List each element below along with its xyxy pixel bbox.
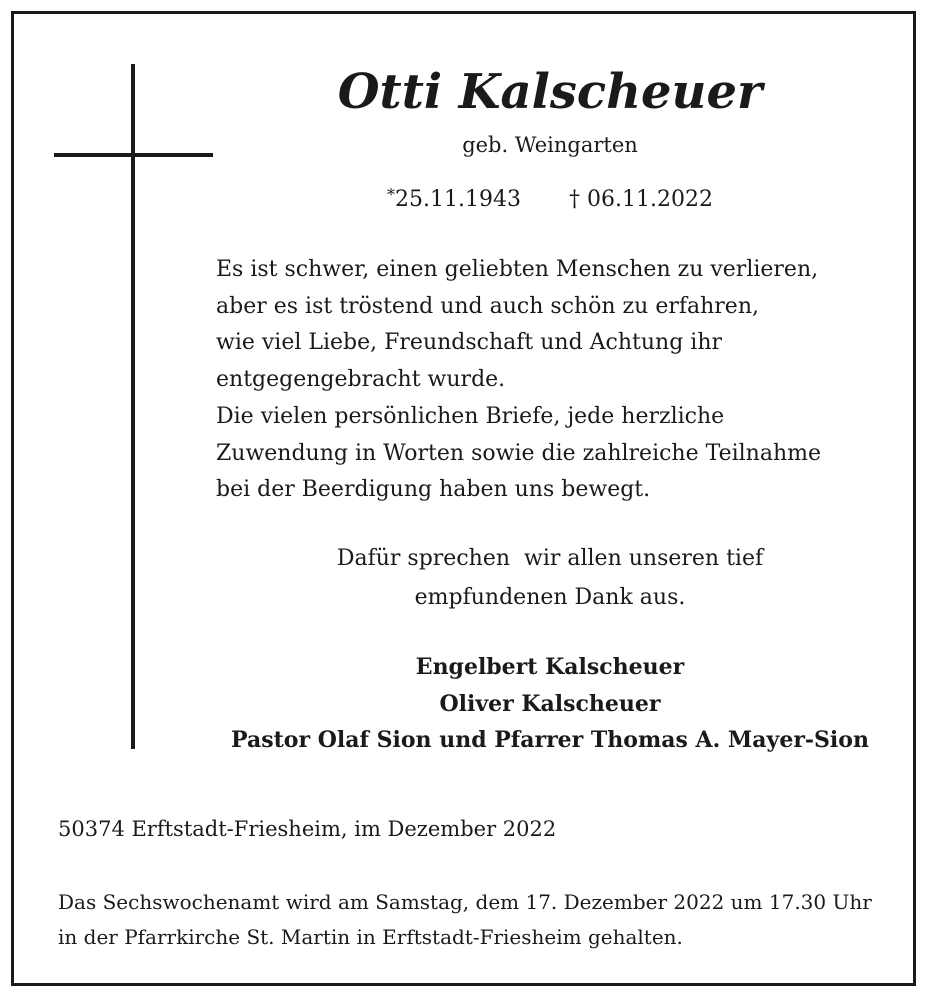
birth-symbol: * (387, 185, 396, 204)
service-announcement (58, 885, 918, 955)
cross-horizontal-bar (54, 153, 213, 157)
signer-name: Pastor Olaf Sion und Pfarrer Thomas A. Mayer-Sion (231, 727, 869, 753)
memorial-text-line: wie viel Liebe, Freundschaft und Achtung ihr (216, 330, 723, 356)
service-line: in der Pfarrkirche St. Martin in Erftstadt-Friesheim gehalten. (58, 925, 683, 949)
memorial-text-line: Zuwendung in Worten sowie die zahlreiche Teilnahme (216, 440, 821, 466)
memorial-text-line: Die vielen persönlichen Briefe, jede herzliche (216, 403, 725, 429)
signer-name: Oliver Kalscheuer (439, 690, 661, 717)
memorial-text-line: Es ist schwer, einen geliebten Menschen zu verlieren, (216, 257, 819, 282)
thanks-line: Dafür sprechen wir allen unseren tief (336, 546, 764, 571)
memorial-text-line: aber es ist tröstend und auch schön zu erfahren, (216, 293, 759, 319)
cross-vertical-bar (131, 64, 135, 749)
memorial-text (216, 252, 916, 509)
memorial-text-line: bei der Beerdigung haben uns bewegt. (216, 477, 651, 503)
service-line: Das Sechswochenamt wird am Samstag, dem 17. Dezember 2022 um 17.30 Uhr (58, 890, 872, 914)
thanks-text (200, 539, 900, 617)
birth-date-group (387, 187, 521, 212)
memorial-text-line: entgegengebracht wurde. (216, 367, 506, 393)
deceased-name: Otti Kalscheuer (337, 64, 763, 120)
signer-name: Engelbert Kalscheuer (415, 654, 685, 680)
place-and-date: 50374 Erftstadt-Friesheim, im Dezember 2022 (58, 817, 557, 841)
thanks-line: empfundenen Dank aus. (414, 585, 686, 610)
life-dates (200, 180, 900, 215)
maiden-name: geb. Weingarten (462, 133, 638, 157)
signers-list (200, 649, 900, 759)
death-date: † 06.11.2022 (569, 187, 713, 212)
birth-date: 25.11.1943 (395, 187, 521, 212)
